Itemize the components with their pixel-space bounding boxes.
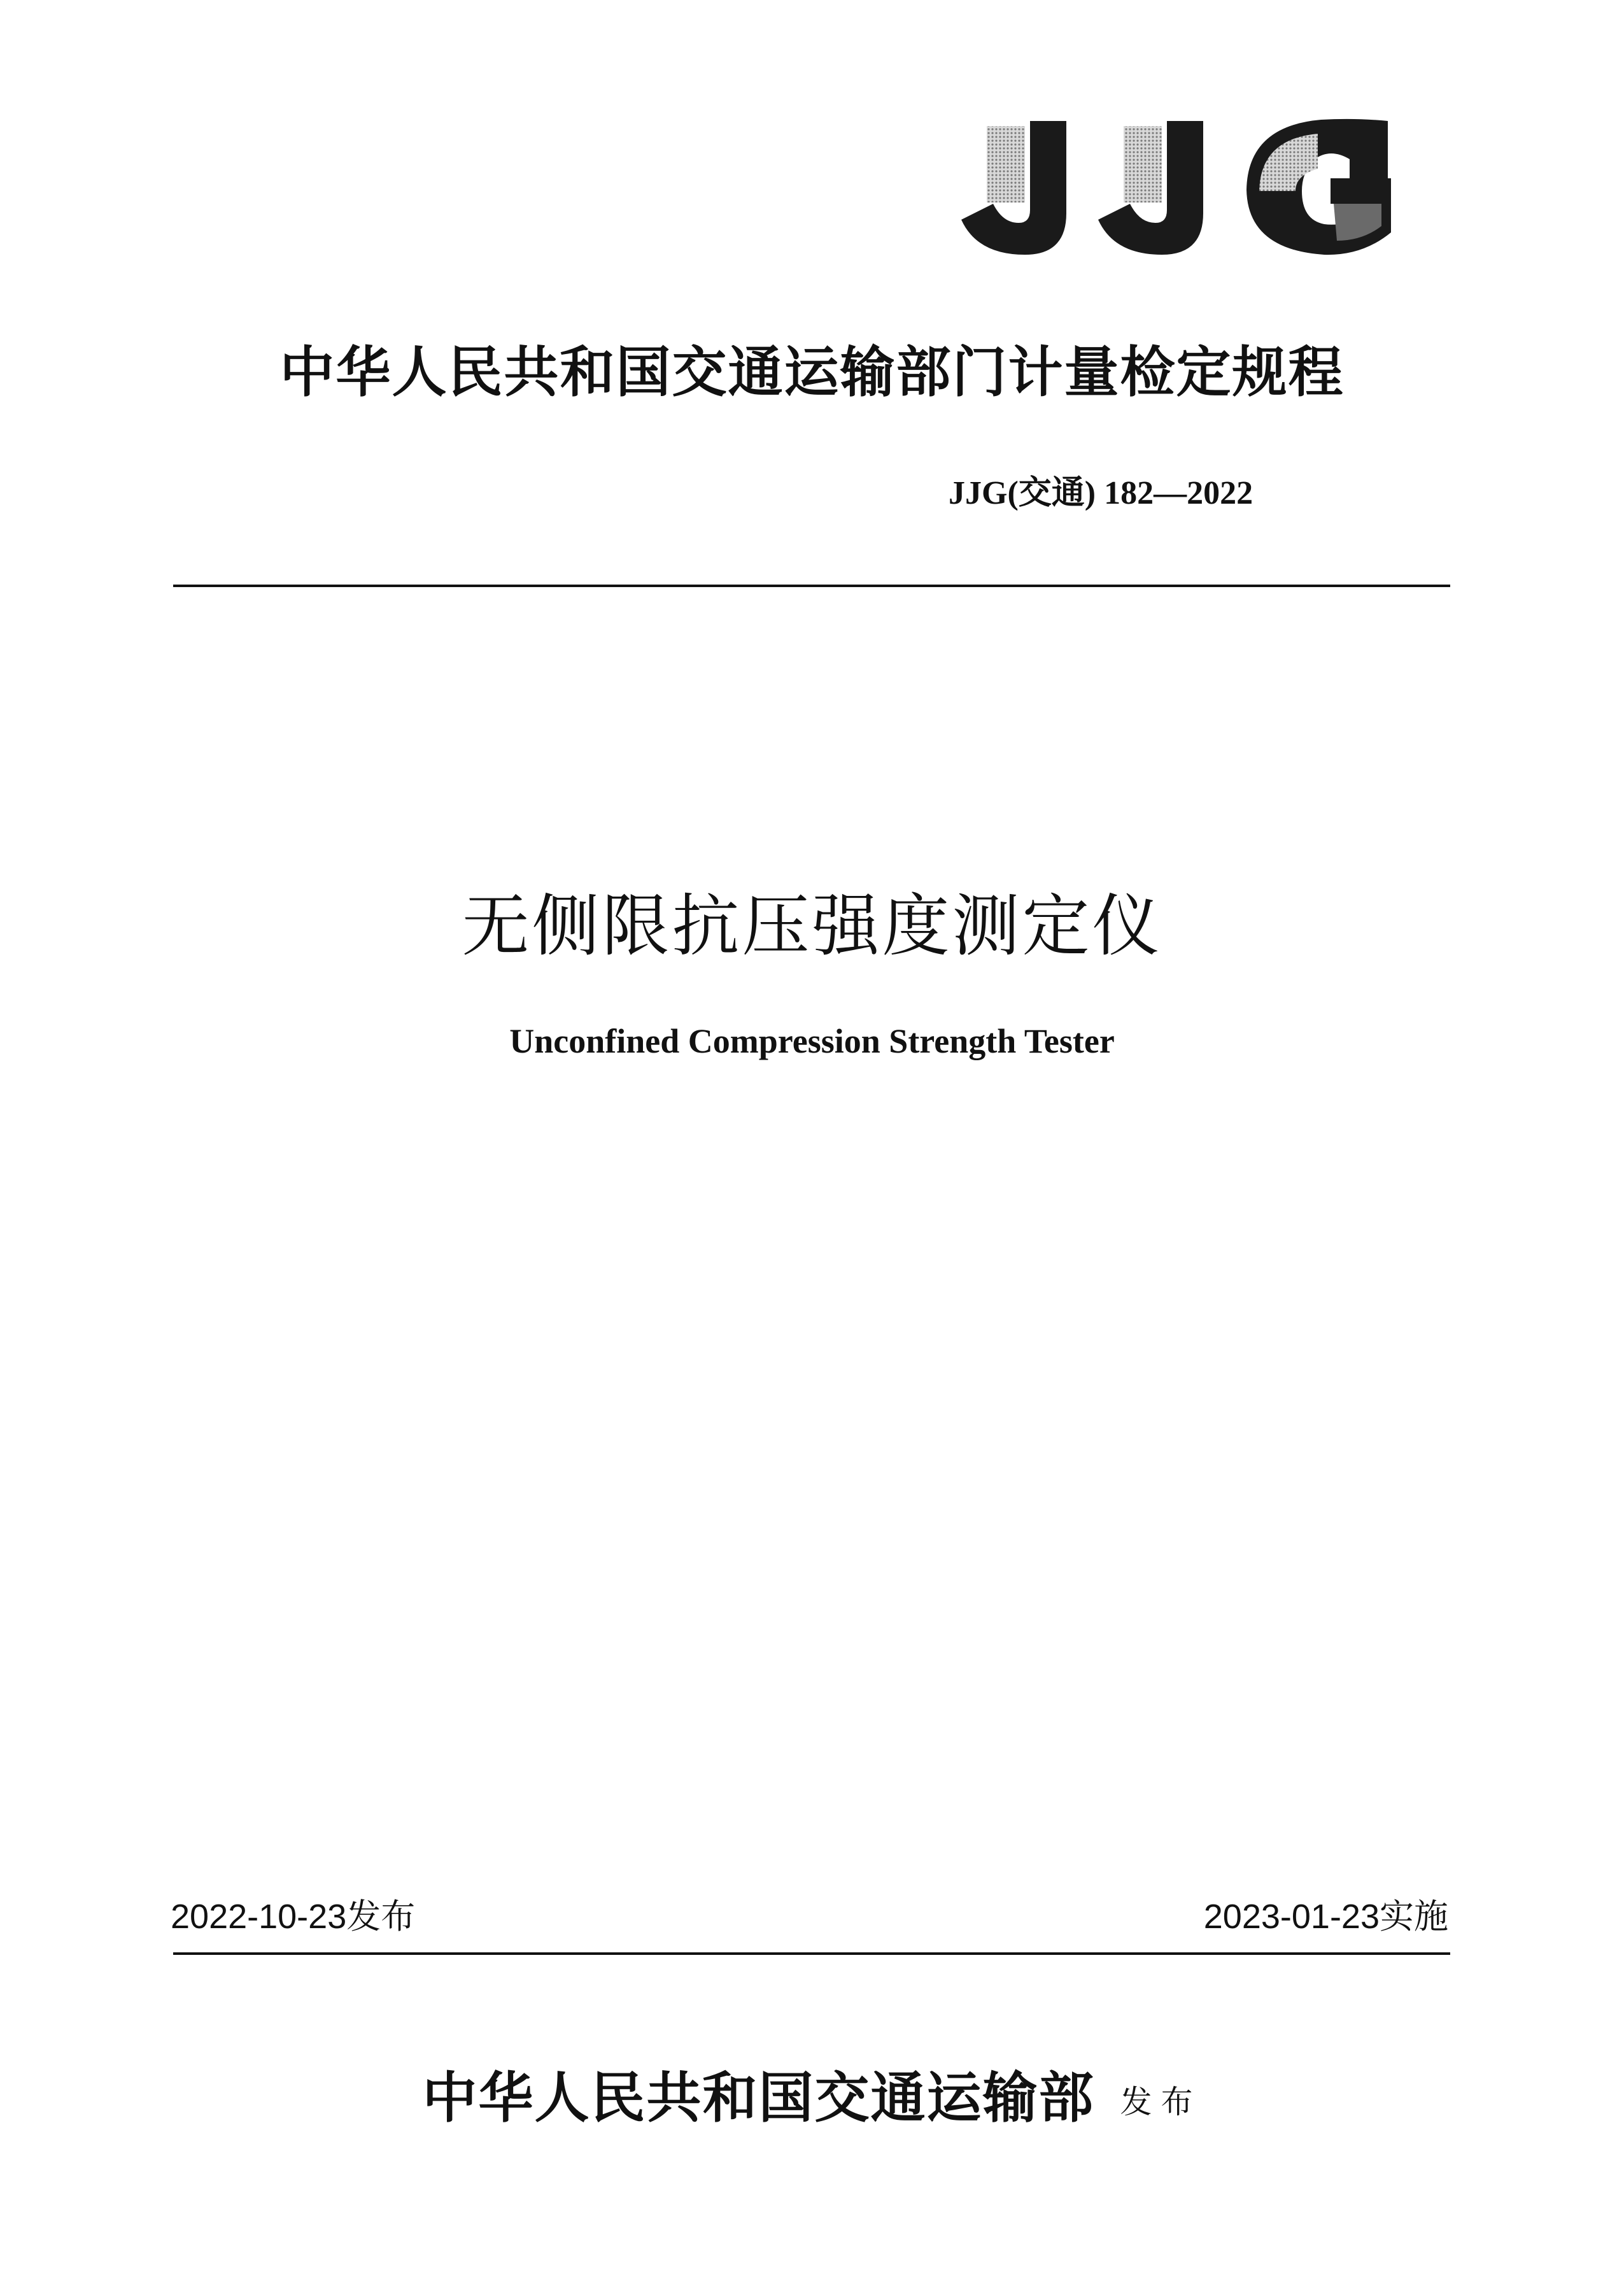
jjg-logo <box>949 108 1394 267</box>
publisher-line <box>0 2060 1624 2152</box>
bottom-divider <box>173 1952 1450 1955</box>
document-title-zh: 无侧限抗压强度测定仪 <box>462 887 1162 965</box>
logo-letter-j1 <box>961 121 1066 255</box>
effective-date: 2023-01-23实施 <box>1203 1898 1448 1936</box>
standard-code: JJG(交通) 182—2022 <box>949 475 1253 511</box>
issue-date: 2022-10-23发布 <box>171 1898 416 1936</box>
regulation-category-title: 中华人民共和国交通运输部门计量检定规程 <box>279 340 1345 404</box>
document-title-en: Unconfined Compression Strength Tester <box>509 1022 1115 1060</box>
publish-label: 发布 <box>1120 2084 1202 2120</box>
logo-letter-j2 <box>1098 121 1203 255</box>
logo-letter-g <box>1246 119 1391 255</box>
publisher-name: 中华人民共和国交通运输部 <box>422 2066 1095 2130</box>
top-divider <box>173 585 1450 587</box>
